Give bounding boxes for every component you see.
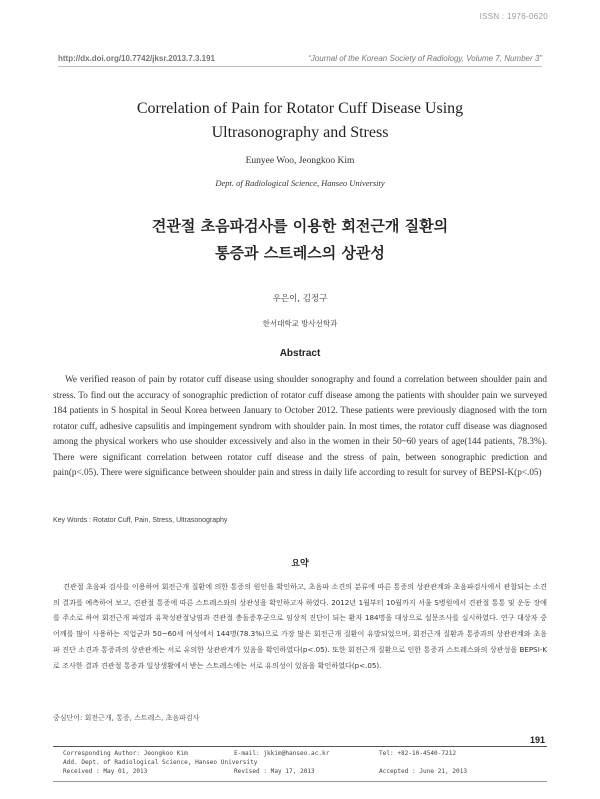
header-divider <box>58 66 542 67</box>
author-tel: Tel: +82-10-4540-7212 <box>379 750 457 757</box>
page-number: 191 <box>529 735 545 745</box>
journal-citation: “Journal of the Korean Society of Radiology, Volume 7, Number 3” <box>308 54 542 63</box>
issn-label: ISSN : 1976-0620 <box>479 12 548 21</box>
title-korean: 견관절 초음파검사를 이용한 회전근개 질환의 통증과 스트레스의 상관성 <box>151 217 449 262</box>
abstract-heading: Abstract <box>279 348 321 359</box>
footer-row-address <box>53 758 547 767</box>
footer-row-dates <box>53 767 547 776</box>
revised-date: Revised : May 17, 2013 <box>234 768 315 776</box>
footer-divider <box>53 746 547 747</box>
doi-link[interactable]: http://dx.doi.org/10.7742/jksr.2013.7.3.191 <box>58 54 215 63</box>
corresponding-author: Corresponding Author: Jeongkoo Kim <box>63 750 188 757</box>
authors-korean: 우은이, 김정구 <box>272 294 328 304</box>
abstract-body: We verified reason of pain by rotator cuff disease using shoulder sonography and found a correlation between shoulder pain and stress. To find out the accuracy of sonographic prediction of rotator cuff disease among the patients with shoulder pain we surveyed 184 patients in S hospital in Seoul Korea between January to October 2012. These patients were previously diagnosed with the torn rotator cuff, adhesive capsulitis and impingement syndrom with shoulder pain. In most times, the rotator cuff disease was diagnosed among the physical workers who use shoulder excessively and also in the women in their 50~60 years of age(144 patients, 78.3%). There were significant correlation between rotator cuff disease and the stress of pain, between sonographic prediction and pain(p<.05). There were significance between shoulder pain and stress in daily life according to result for survey of BEPSI-K(p<.05) <box>53 374 547 477</box>
korean-abstract-body: 견관절 초음파 검사를 이용하여 회전근개 질환에 의한 통증의 원인을 확인하고, 초음파 소견의 분류에 따른 통증의 상관관계와 초음파검사에서 관찰되는 소견의 결과를 예측하여 보고, 견관절 통증에 따른 스트레스와의 상관성을 확인하고자 하였다. 2012년 1월부터 10월까지 서울 S병원에서 견관절 통통 및 운동 장애를 주소로 하여 회전근개 파열과 유착성관절낭염과 견관절 충돌증후군으로 임상적 진단이 되는 환자 184명을 대상으로 설문조사를 실시하였다. 연구 대상자 중 어깨를 많이 사용하는 직업군과 50~60세 여성에서 144명(78.3%)으로 가장 많은 회전근개 질환이 유발되었으며, 회전근개 질환과 통증과의 상관관계와 초음파 진단 소견과 통증과의 상관관계는 서로 유의한 상관관계가 있음을 확인하였다(p<.05). 또한 회전근개 질환으로 인한 통증과 스트레스와의 상관성을 BEPSI-K로 조사한 결과 견관절 통증과 일상생활에서 받는 스트레스에는 서로 유의성이 있음을 확인하였다(p<.05). <box>53 582 547 670</box>
keywords-english: Key Words : Rotator Cuff, Pain, Stress, Ultrasonography <box>53 517 228 524</box>
correspondence-footer <box>53 749 547 782</box>
affiliation-english: Dept. of Radiological Science, Hanseo University <box>215 178 385 188</box>
authors-english: Eunyee Woo, Jeongkoo Kim <box>245 156 355 166</box>
korean-abstract-heading: 요약 <box>291 559 309 569</box>
title-english: Correlation of Pain for Rotator Cuff Disease Using Ultrasonography and Stress <box>136 100 464 141</box>
author-email[interactable]: E-mail: jkkim@hanseo.ac.kr <box>234 750 330 757</box>
keywords-korean: 중심단어: 회전근개, 통증, 스트레스, 초음파검사 <box>53 714 200 722</box>
accepted-date: Accepted : June 21, 2013 <box>379 768 468 776</box>
received-date: Received : May 01, 2013 <box>63 768 148 776</box>
author-address: Add. Dept. of Radiological Science, Hanseo University <box>63 759 258 767</box>
affiliation-korean: 한서대학교 방사선학과 <box>262 319 338 328</box>
footer-row-contact <box>53 749 547 758</box>
